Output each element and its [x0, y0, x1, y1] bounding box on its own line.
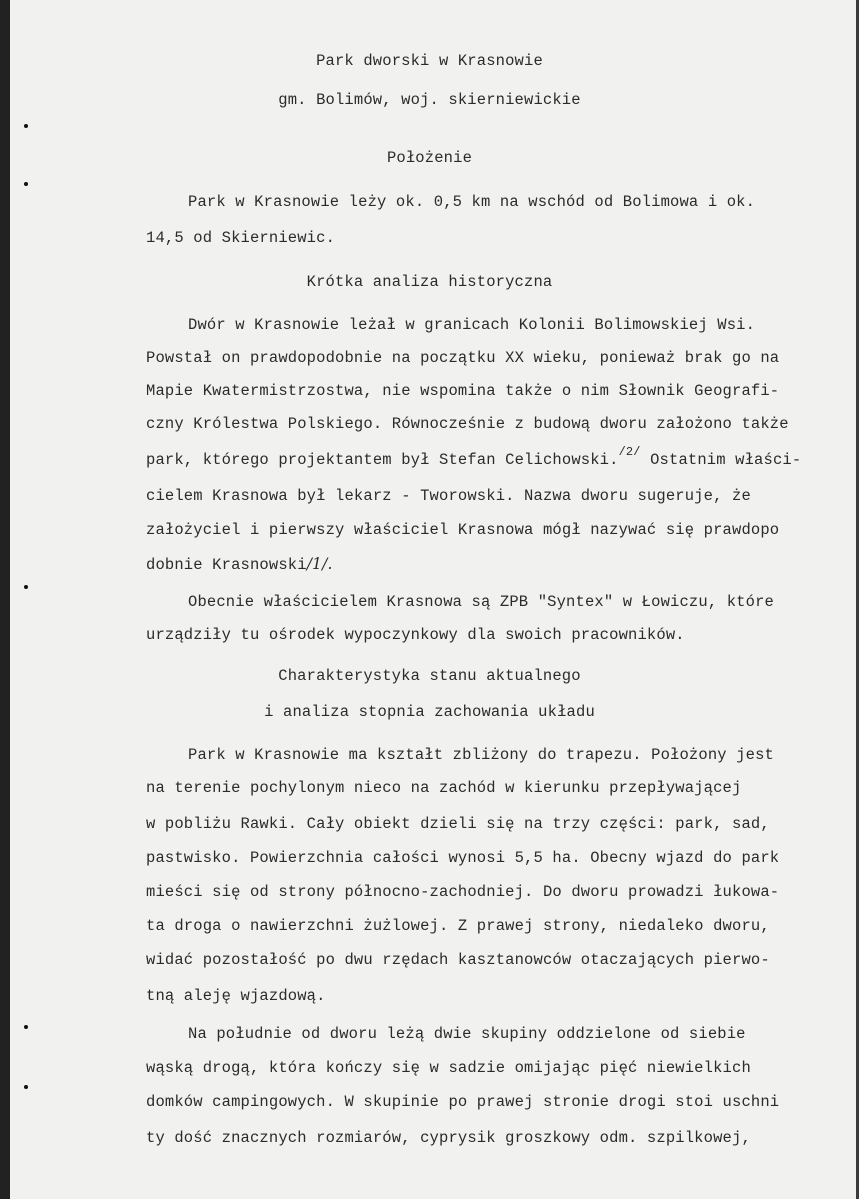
paragraph-line: pastwisko. Powierzchnia całości wynosi 5,5 ha. Obecny wjazd do park: [146, 849, 780, 867]
paragraph-line: w pobliżu Rawki. Cały obiekt dzieli się na trzy części: park, sad,: [146, 815, 770, 833]
paragraph-line: wąską drogą, która kończy się w sadzie omijając pięć niewielkich: [146, 1059, 751, 1077]
paragraph-line: Park w Krasnowie leży ok. 0,5 km na wschód od Bolimowa i ok.: [188, 193, 756, 211]
document-subtitle: gm. Bolimów, woj. skierniewickie: [278, 91, 581, 109]
paragraph-line: ty dość znacznych rozmiarów, cyprysik groszkowy odm. szpilkowej,: [146, 1129, 751, 1147]
section-heading-location: Położenie: [386, 149, 473, 167]
footnote-marker: /1/.: [306, 555, 333, 573]
paragraph-line: Mapie Kwatermistrzostwa, nie wspomina także o nim Słownik Geografi-: [146, 382, 780, 400]
paragraph-line: Powstał on prawdopodobnie na początku XX wieku, ponieważ brak go na: [146, 349, 780, 367]
paragraph-line: cielem Krasnowa był lekarz - Tworowski. Nazwa dworu sugeruje, że: [146, 487, 751, 505]
paragraph-line: Park w Krasnowie ma kształt zbliżony do trapezu. Położony jest: [188, 746, 774, 764]
paragraph-text: park, którego projektantem był Stefan Celichowski.: [146, 451, 619, 469]
paragraph-line: [146, 554, 333, 575]
footnote-marker: /2/: [618, 445, 641, 459]
punch-hole-mark: [24, 124, 28, 128]
paragraph-line: Dwór w Krasnowie leżał w granicach Kolonii Bolimowskiej Wsi.: [188, 316, 756, 334]
paragraph-line: [146, 445, 802, 471]
paragraph-line: Na południe od dworu leżą dwie skupiny oddzielone od siebie: [188, 1025, 746, 1043]
paragraph-line: domków campingowych. W skupinie po prawej stronie drogi stoi uschni: [146, 1093, 780, 1111]
paragraph-line: tną aleję wjazdową.: [146, 987, 326, 1005]
punch-hole-mark: [24, 585, 28, 589]
scan-left-edge: [0, 0, 10, 1199]
section-heading-history: Krótka analiza historyczna: [306, 273, 553, 291]
document-title: Park dworski w Krasnowie: [316, 52, 543, 70]
paragraph-line: widać pozostałość po dwu rzędach kasztanowców otaczających pierwo-: [146, 951, 770, 969]
paragraph-line: mieści się od strony północno-zachodniej. Do dworu prowadzi łukowa-: [146, 883, 780, 901]
paragraph-line: na terenie pochylonym nieco na zachód w kierunku przepływającej: [146, 779, 742, 797]
punch-hole-mark: [24, 182, 28, 186]
paragraph-line: założyciel i pierwszy właściciel Krasnowa mógł nazywać się prawdopo: [146, 521, 780, 539]
paragraph-line: czny Królestwa Polskiego. Równocześnie z budową dworu założono także: [146, 415, 789, 433]
punch-hole-mark: [24, 1025, 28, 1029]
paragraph-text: Ostatnim właści-: [640, 451, 802, 469]
paragraph-line: 14,5 od Skierniewic.: [146, 229, 336, 247]
paragraph-line: Obecnie właścicielem Krasnowa są ZPB "Syntex" w Łowiczu, które: [188, 593, 774, 611]
section-heading-state-2: i analiza stopnia zachowania układu: [264, 703, 595, 721]
paragraph-line: urządziły tu ośrodek wypoczynkowy dla swoich pracowników.: [146, 626, 685, 644]
punch-hole-mark: [24, 1085, 28, 1089]
paragraph-text: dobnie Krasnowski: [146, 556, 307, 574]
section-heading-state: Charakterystyka stanu aktualnego: [278, 667, 581, 685]
paragraph-line: ta droga o nawierzchni żużlowej. Z prawej strony, niedaleko dworu,: [146, 917, 770, 935]
